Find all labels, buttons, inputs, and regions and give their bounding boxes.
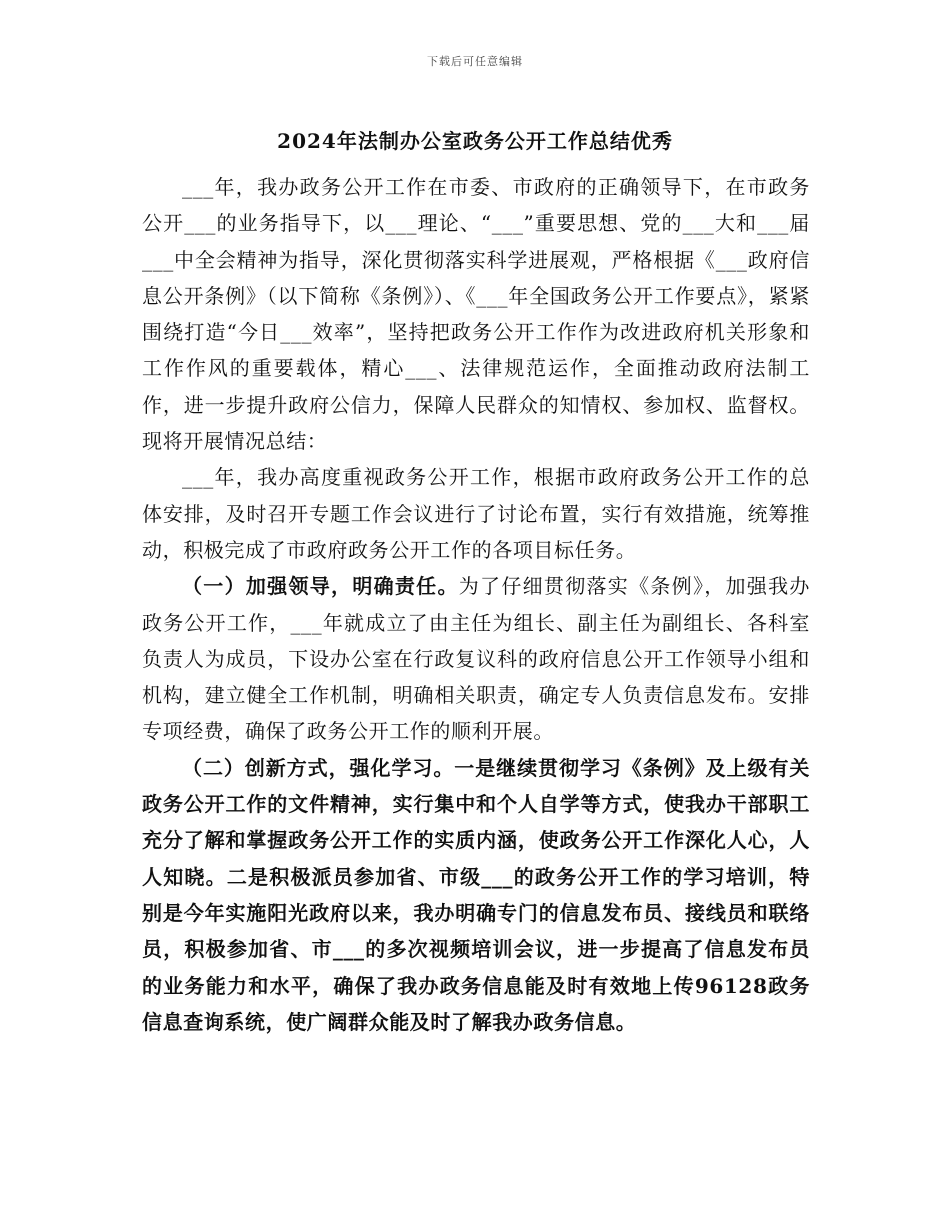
header-note: 下载后可任意编辑 [427, 55, 523, 68]
section-1-text: 为了仔细贯彻落实《条例》，加强我办政务公开工作，___年就成立了由主任为组长、副主任为副组长、各科室负责人为成员，下设办公室在行政复议科的政府信息公开工作领导小组和机构，建立健全工作机制，明确相关职责，确定专人负责信息发布。安排专项经费，确保了政务公开工作的顺利开展。 [142, 574, 810, 744]
section-1-heading: （一）加强领导，明确责任。 [182, 574, 459, 599]
document-body [142, 169, 810, 1040]
paragraph-intro: ___年，我办政务公开工作在市委、市政府的正确领导下，在市政务公开___的业务指导下，以___理论、“___”重要思想、党的___大和___届___中全会精神为指导，深化贯彻落实科学进展观，严格根据《___政府信息公开条例》（以下简称《条例》）、《___年全国政务公开工作要点》，紧紧围绕打造“今日___效率”，坚持把政务公开工作作为改进政府机关形象和工作作风的重要载体，精心___、法律规范运作，全面推动政府法制工作，进一步提升政府公信力，保障人民群众的知情权、参加权、监督权。现将开展情况总结： [142, 175, 810, 454]
paragraph-section-1 [142, 568, 810, 749]
document-title: 2024年法制办公室政务公开工作总结优秀 [277, 129, 673, 153]
paragraph-overview: ___年，我办高度重视政务公开工作，根据市政府政务公开工作的总体安排，及时召开专题工作会议进行了讨论布置，实行有效措施，统筹推动，积极完成了市政府政务公开工作的各项目标任务。 [142, 465, 810, 562]
paragraph-section-2: （二）创新方式，强化学习。一是继续贯彻学习《条例》及上级有关政务公开工作的文件精神，实行集中和个人自学等方式，使我办干部职工充分了解和掌握政务公开工作的实质内涵，使政务公开工作深化人心，人人知晓。二是积极派员参加省、市级___的政务公开工作的学习培训，特别是今年实施阳光政府以来，我办明确专门的信息发布员、接线员和联络员，积极参加省、市___的多次视频培训会议，进一步提高了信息发布员的业务能力和水平，确保了我办政务信息能及时有效地上传96128政务信息查询系统，使广阔群众能及时了解我办政务信息。 [142, 755, 810, 1034]
